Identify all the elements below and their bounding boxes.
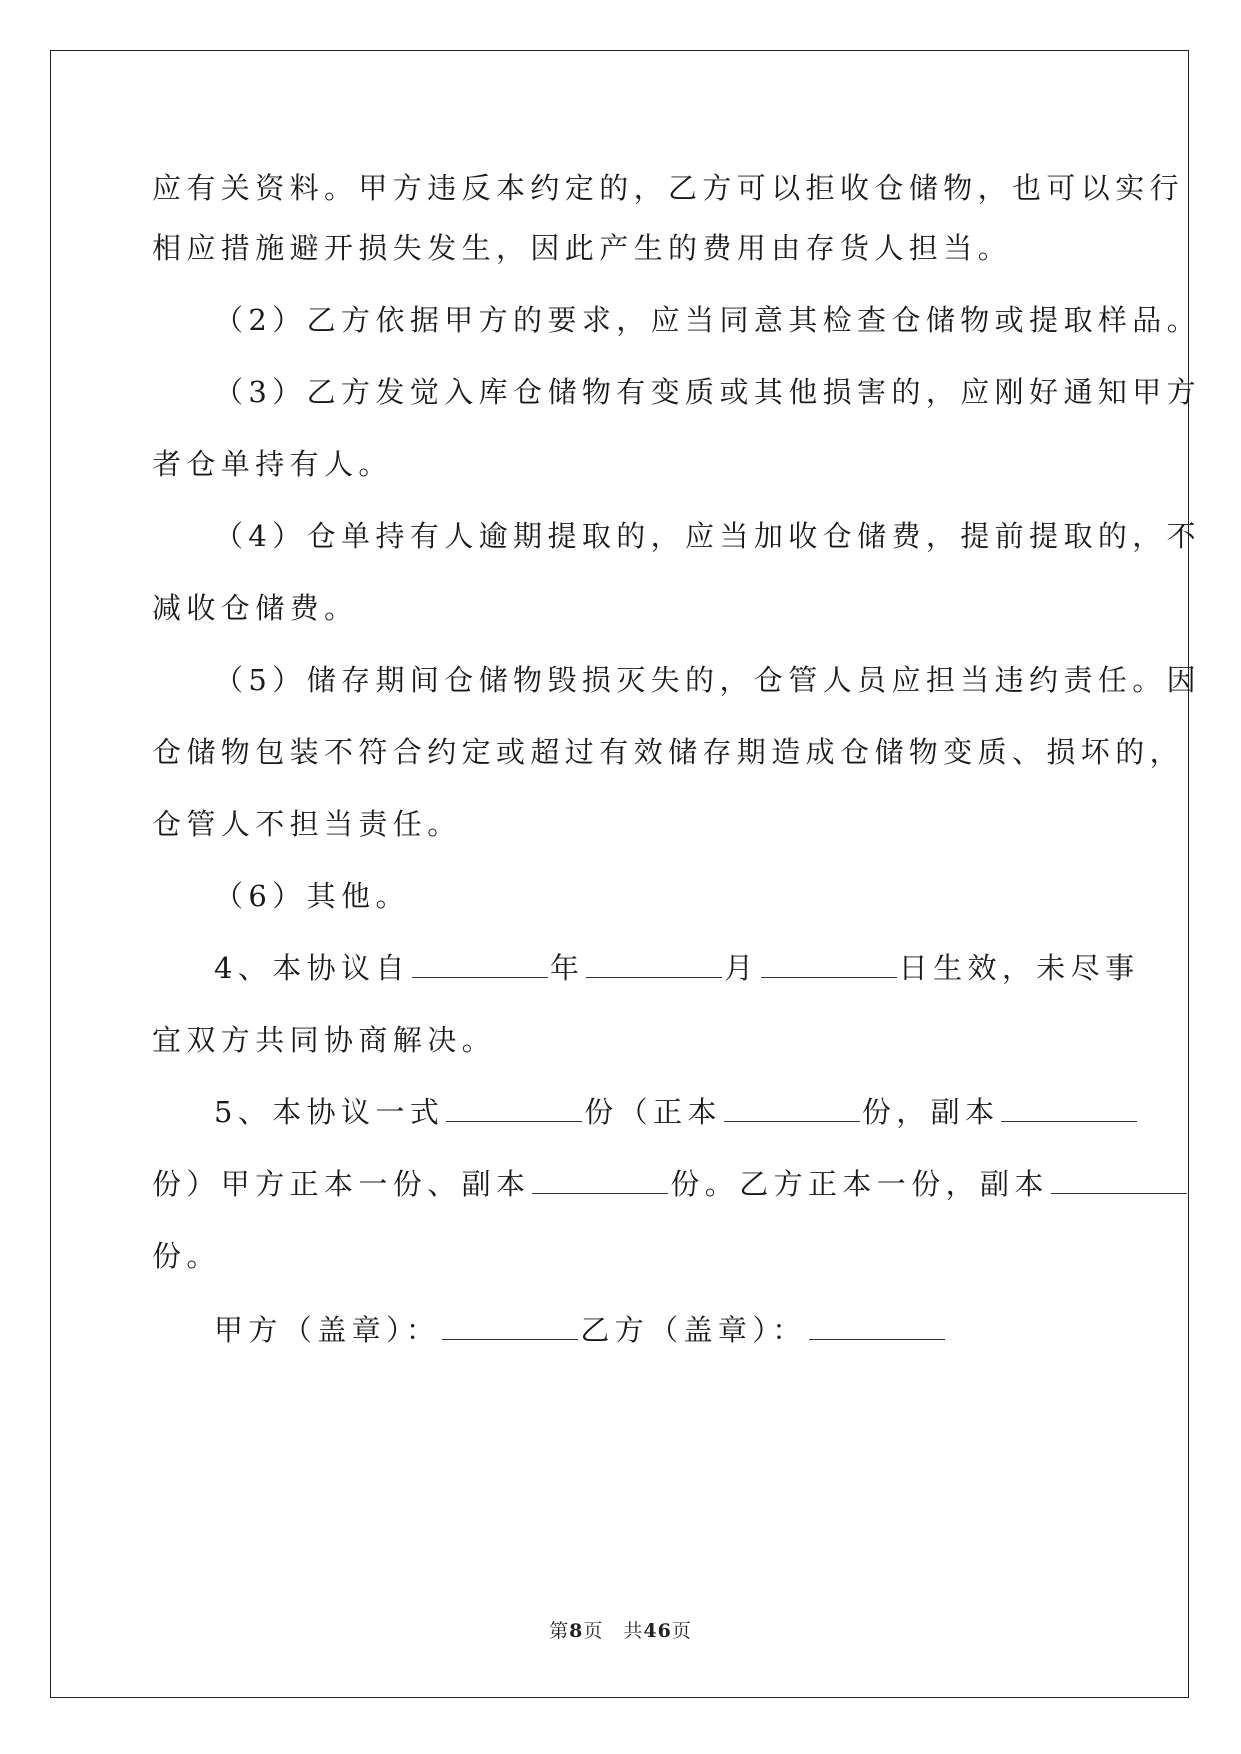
party-b-duplicate-blank[interactable] bbox=[1051, 1167, 1187, 1194]
current-page-number: 8 bbox=[569, 1620, 584, 1642]
clause-text: 份）甲方正本一份、副本 bbox=[152, 1167, 531, 1201]
clause-5-line-1 bbox=[214, 1092, 1139, 1132]
text-line: 仓管人不担当责任。 bbox=[152, 807, 462, 841]
original-copies-blank[interactable] bbox=[724, 1095, 860, 1122]
copies-blank[interactable] bbox=[446, 1095, 582, 1122]
page-border bbox=[50, 50, 1189, 1698]
clause-text: 年 bbox=[549, 951, 585, 985]
footer-text: 页 bbox=[671, 1620, 692, 1642]
clause-text: 份，副本 bbox=[861, 1095, 1000, 1129]
clause-text: 月 bbox=[724, 951, 759, 985]
text-line: （2）乙方依据甲方的要求，应当同意其检查仓储物或提取样品。 bbox=[214, 303, 1202, 337]
text-line: 应有关资料。甲方违反本约定的，乙方可以拒收仓储物，也可以实行 bbox=[152, 171, 1185, 205]
clause-4-line-1 bbox=[214, 948, 1139, 988]
signature-line bbox=[214, 1310, 947, 1350]
footer-text: 页 共 bbox=[583, 1620, 644, 1642]
footer-text: 第 bbox=[549, 1620, 570, 1642]
text-line: 减收仓储费。 bbox=[152, 591, 359, 625]
party-a-seal-blank[interactable] bbox=[442, 1313, 578, 1340]
clause-text: 份。乙方正本一份，副本 bbox=[670, 1167, 1049, 1201]
party-a-duplicate-blank[interactable] bbox=[532, 1167, 668, 1194]
total-page-number: 46 bbox=[643, 1620, 672, 1642]
clause-5-line-2 bbox=[152, 1164, 1189, 1204]
text-line: （4）仓单持有人逾期提取的，应当加收仓储费，提前提取的，不 bbox=[214, 519, 1202, 553]
text-line: （3）乙方发觉入库仓储物有变质或其他损害的，应刚好通知甲方 bbox=[214, 375, 1202, 409]
clause-text: 5、本协议一式 bbox=[214, 1095, 445, 1129]
text-line: 仓储物包装不符合约定或超过有效储存期造成仓储物变质、损坏的， bbox=[152, 735, 1185, 769]
clause-4-line-2: 宜双方共同协商解决。 bbox=[152, 1023, 497, 1057]
page-footer bbox=[0, 1616, 1241, 1643]
text-line: 相应措施避开损失发生，因此产生的费用由存货人担当。 bbox=[152, 231, 1013, 265]
day-blank[interactable] bbox=[761, 951, 897, 978]
text-line: 者仓单持有人。 bbox=[152, 447, 393, 481]
party-b-seal-blank[interactable] bbox=[809, 1313, 945, 1340]
party-a-label: 甲方（盖章）： bbox=[214, 1313, 441, 1347]
clause-text: 份（正本 bbox=[584, 1095, 722, 1129]
duplicate-copies-blank[interactable] bbox=[1001, 1095, 1137, 1122]
month-blank[interactable] bbox=[586, 951, 722, 978]
text-line: （6）其他。 bbox=[214, 879, 410, 913]
clause-text: 日生效，未尽事 bbox=[898, 951, 1140, 985]
clause-5-line-3: 份。 bbox=[152, 1239, 221, 1273]
text-line: （5）储存期间仓储物毁损灭失的，仓管人员应担当违约责任。因 bbox=[214, 663, 1202, 697]
clause-text: 4、本协议自 bbox=[214, 951, 410, 985]
party-b-label: 乙方（盖章）： bbox=[580, 1313, 807, 1347]
year-blank[interactable] bbox=[412, 951, 548, 978]
